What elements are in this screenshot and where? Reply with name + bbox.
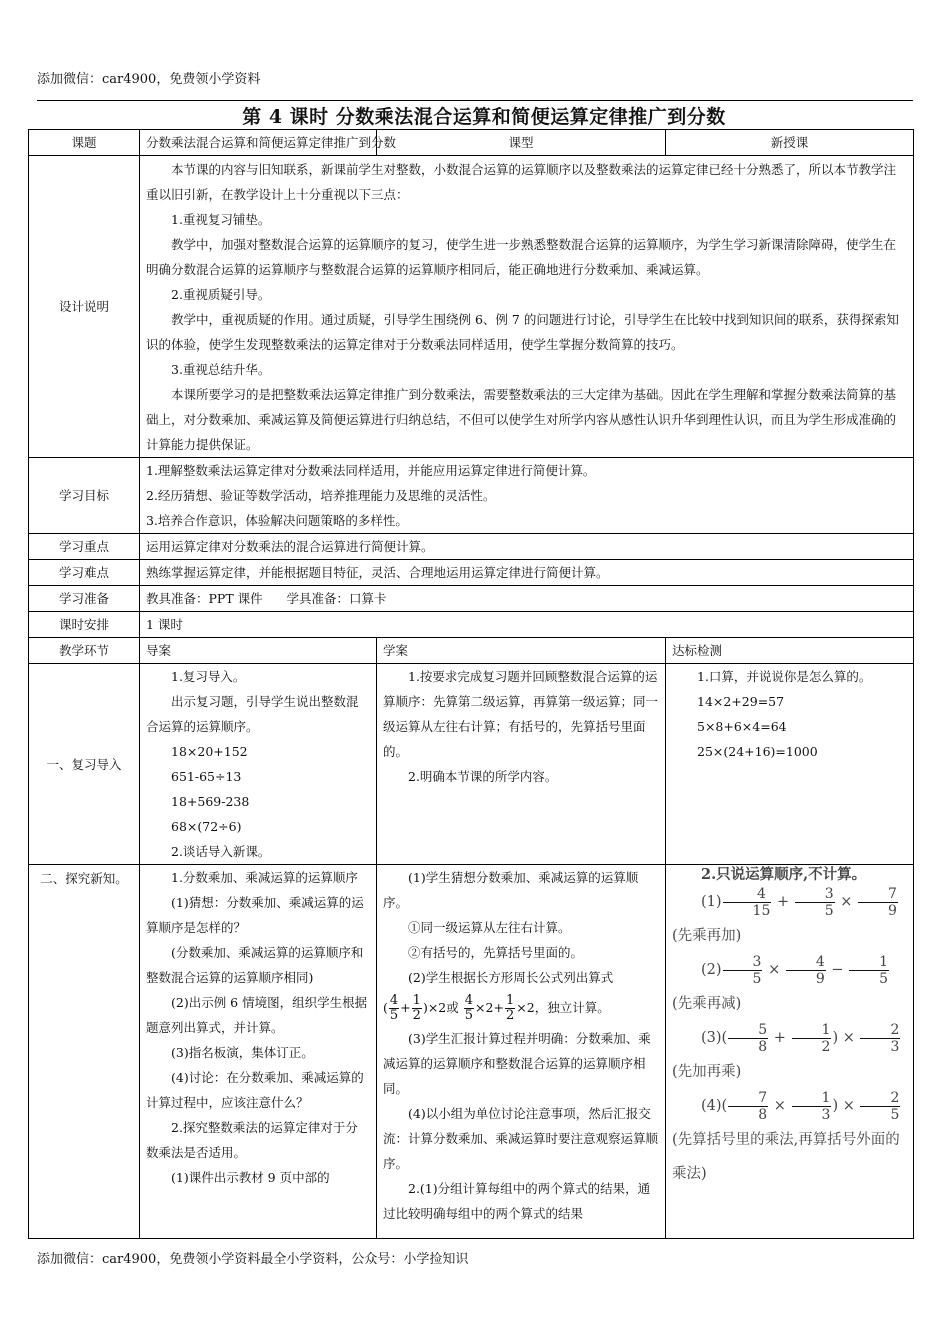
explore-guide-line: 2.探究整数乘法的运算定律对于分数乘法是否适用。: [146, 1120, 358, 1160]
times-two: ×2: [516, 1000, 535, 1015]
explore-row: [29, 865, 914, 1239]
plus-sign: +: [493, 1000, 504, 1015]
explore-guide-line: 1.分数乘加、乘减运算的运算顺序: [171, 870, 358, 885]
check-question: (1) $\frac{4}{15}$ + $\frac{3}{5}$ × $\frac{7}{9}$ (先乘再加): [672, 885, 897, 944]
formula-tail: ，独立计算。: [534, 1000, 610, 1015]
explore-study-clip: [383, 865, 659, 1237]
review-check: [666, 664, 914, 865]
column-header-row: [29, 638, 914, 664]
type-value: 新授课: [666, 130, 914, 156]
difficulty-value: 熟练掌握运算定律，并能根据题目特征，灵活、合理地运用运算定律进行简便计算。: [140, 560, 914, 586]
type-label: 课型: [377, 130, 666, 156]
explore-check: [666, 865, 914, 1239]
topic-row: [29, 130, 914, 156]
review-guide-line: 1.复习导入。: [171, 669, 246, 684]
times-two: ×2: [475, 1000, 494, 1015]
design-para: 本课所要学习的是把整数乘法运算定律推广到分数乘法，需要整数乘法的三大定律为基础。因此在学生理解和掌握分数乘法简算的基础上，对分数乘加、乘减运算及简便运算进行归纳总结，不但可以使学生对所学内容从感性认识升华到理性认识，而且为学生形成准确的计算能力提供保证。: [146, 387, 897, 452]
key-point-label: 学习重点: [29, 534, 140, 560]
explore-check-clip: [672, 865, 907, 1237]
review-guide-line: 651-65÷13: [171, 769, 242, 784]
key-point-value: 运用运算定律对分数乘法的混合运算进行简便计算。: [140, 534, 914, 560]
lesson-plan-table: [28, 129, 914, 1239]
design-row: [29, 156, 914, 458]
topic-value: [140, 130, 397, 156]
check-question: (3)( $\frac{5}{8}$ + $\frac{1}{2}$ ) × $\frac{2}{3}$ (先加再乘): [672, 1021, 900, 1080]
explore-label: 二、探究新知。: [29, 865, 140, 1239]
review-guide-line: 出示复习题，引导学生说出整数混合运算的运算顺序。: [146, 694, 359, 734]
explore-guide-line: (4)讨论：在分数乘加、乘减运算的计算过程中，应该注意什么？: [146, 1070, 364, 1110]
explore-guide-line: (1)猜想：分数乘加、乘减运算的运算顺序是怎样的？: [146, 895, 364, 935]
review-check-line: 1.口算，并说说你是怎么算的。: [697, 669, 872, 684]
design-para: 2.重视质疑引导。: [171, 287, 271, 302]
schedule-value: 1 课时: [140, 612, 914, 638]
explore-guide: [140, 865, 377, 1239]
fraction: $\frac{1}{2}$: [505, 993, 515, 1023]
review-guide-line: 2.谈话导入新课。: [171, 844, 271, 859]
key-point-row: [29, 534, 914, 560]
design-para: 本节课的内容与旧知联系，新课前学生对整数，小数混合运算的运算顺序以及整数乘法的运算定律已经十分熟悉了，所以本节教学注重以旧引新，在教学设计上十分重视以下三点：: [146, 162, 897, 202]
explore-study-line: (3)学生汇报计算过程并明确：分数乘加、乘减运算的运算顺序和整数混合运算的运算顺序相同。: [383, 1031, 651, 1096]
col-head-study: 学案: [377, 638, 666, 664]
explore-guide-line: (3)指名板演，集体订正。: [171, 1045, 314, 1060]
fraction: $\frac{4}{5}$: [389, 993, 399, 1023]
header-note: 添加微信：car4900，免费领小学资料: [37, 72, 261, 87]
explore-study-line: (2)学生根据长方形周长公式列出算式: [408, 970, 614, 985]
explore-study-line: ②有括号的，先算括号里面的。: [408, 945, 584, 960]
explore-study-line: (1)学生猜想分数乘加、乘减运算的运算顺序。: [383, 870, 639, 910]
col-head-stage: 教学环节: [29, 638, 140, 664]
explore-study-line: 2.(1)分组计算每组中的两个算式的结果，通过比较明确每组中的两个算式的结果: [383, 1181, 651, 1221]
col-head-check: 达标检测: [666, 638, 914, 664]
page-title: 第 4 课时 分数乘法混合运算和简便运算定律推广到分数: [242, 106, 726, 128]
explore-study-line: (4)以小组为单位讨论注意事项，然后汇报交流：计算分数乘加、乘减运算时要注意观察运算顺序。: [383, 1106, 659, 1171]
paren-close: ): [422, 1000, 428, 1015]
review-check-line: 14×2+29=57: [697, 694, 785, 709]
goal-item: 2.经历猜想、验证等数学活动，培养推理能力及思维的灵活性。: [146, 488, 496, 503]
prep-value: 教具准备：PPT 课件 学具准备：口算卡: [140, 586, 914, 612]
explore-formula-line: [383, 990, 659, 1026]
explore-guide-line: (1)课件出示教材 9 页中部的: [171, 1170, 330, 1185]
review-guide-line: 18+569-238: [171, 794, 250, 809]
review-check-line: 25×(24+16)=1000: [697, 744, 818, 759]
review-study: [377, 664, 666, 865]
difficulty-row: [29, 560, 914, 586]
review-guide-line: 18×20+152: [171, 744, 248, 759]
review-study-line: 2.明确本节课的所学内容。: [408, 769, 558, 784]
times-two: ×2: [427, 1000, 447, 1015]
footer-note: 添加微信：car4900，免费领小学资料最全小学资料，公众号：小学捡知识: [37, 1252, 469, 1267]
review-row: [29, 664, 914, 865]
explore-guide-line: (2)出示例 6 情境图，组织学生根据题意列出算式，并计算。: [146, 995, 368, 1035]
plus-sign: +: [400, 1000, 411, 1015]
design-content: [140, 156, 914, 458]
review-guide-line: 68×(72÷6): [171, 819, 242, 834]
prep-row: [29, 586, 914, 612]
design-para: 1.重视复习铺垫。: [171, 212, 271, 227]
topic-label: 课题: [29, 130, 140, 156]
header-divider: [37, 100, 913, 101]
explore-study: [377, 865, 666, 1239]
review-label: 一、复习导入: [29, 664, 140, 865]
explore-study-line: ①同一级运算从左往右计算。: [408, 920, 571, 935]
explore-guide-clip: [146, 865, 370, 1237]
design-label: 设计说明: [29, 156, 140, 458]
check-question: (4)( $\frac{7}{8}$ × $\frac{1}{3}$ ) × $\frac{2}{5}$ (先算括号里的乘法,再算括号外面的乘法): [672, 1089, 900, 1182]
review-guide: [140, 664, 377, 865]
design-para: 3.重视总结升华。: [171, 362, 271, 377]
goals-row: [29, 458, 914, 534]
prep-label: 学习准备: [29, 586, 140, 612]
goal-item: 1.理解整数乘法运算定律对分数乘法同样适用，并能应用运算定律进行简便计算。: [146, 463, 596, 478]
check-question: (2) $\frac{3}{5}$ × $\frac{4}{9}$ − $\frac{1}{5}$ (先乘再减): [672, 953, 889, 1012]
fraction: $\frac{4}{5}$: [464, 993, 474, 1023]
schedule-row: [29, 612, 914, 638]
goals-label: 学习目标: [29, 458, 140, 534]
paren-open: (: [383, 1000, 388, 1015]
difficulty-label: 学习难点: [29, 560, 140, 586]
design-para: 教学中，重视质疑的作用。通过质疑，引导学生围绕例 6、例 7 的问题进行讨论，引导学生在比较中找到知识间的联系，获得探索知识的体验，使学生发现整数乘法的运算定律对于分数乘法同样适用，使学生掌握分数简算的技巧。: [146, 312, 899, 352]
explore-guide-line: (分数乘加、乘减运算的运算顺序和整数混合运算的运算顺序相同): [146, 945, 364, 985]
goal-item: 3.培养合作意识，体验解决问题策略的多样性。: [146, 513, 408, 528]
design-para: 教学中，加强对整数混合运算的运算顺序的复习，使学生进一步熟悉整数混合运算的运算顺序，为学生学习新课清除障碍，使学生在明确分数混合运算的运算顺序与整数混合运算的运算顺序相同后，能正确地进行分数乘加、乘减运算。: [146, 237, 897, 277]
check-title: 2.只说运算顺序,不计算。: [701, 866, 867, 883]
topic-text: 分数乘法混合运算和简便运算定律推广到分数: [146, 135, 397, 150]
col-head-guide: 导案: [140, 638, 377, 664]
goals-content: [140, 458, 914, 534]
fraction: $\frac{1}{2}$: [412, 993, 421, 1023]
or-word: 或: [446, 1000, 459, 1015]
review-study-line: 1.按要求完成复习题并回顾整数混合运算的运算顺序：先算第二级运算，再算第一级运算；同一级运算从左往右计算；有括号的，先算括号里面的。: [383, 669, 659, 759]
schedule-label: 课时安排: [29, 612, 140, 638]
review-check-line: 5×8+6×4=64: [697, 719, 787, 734]
